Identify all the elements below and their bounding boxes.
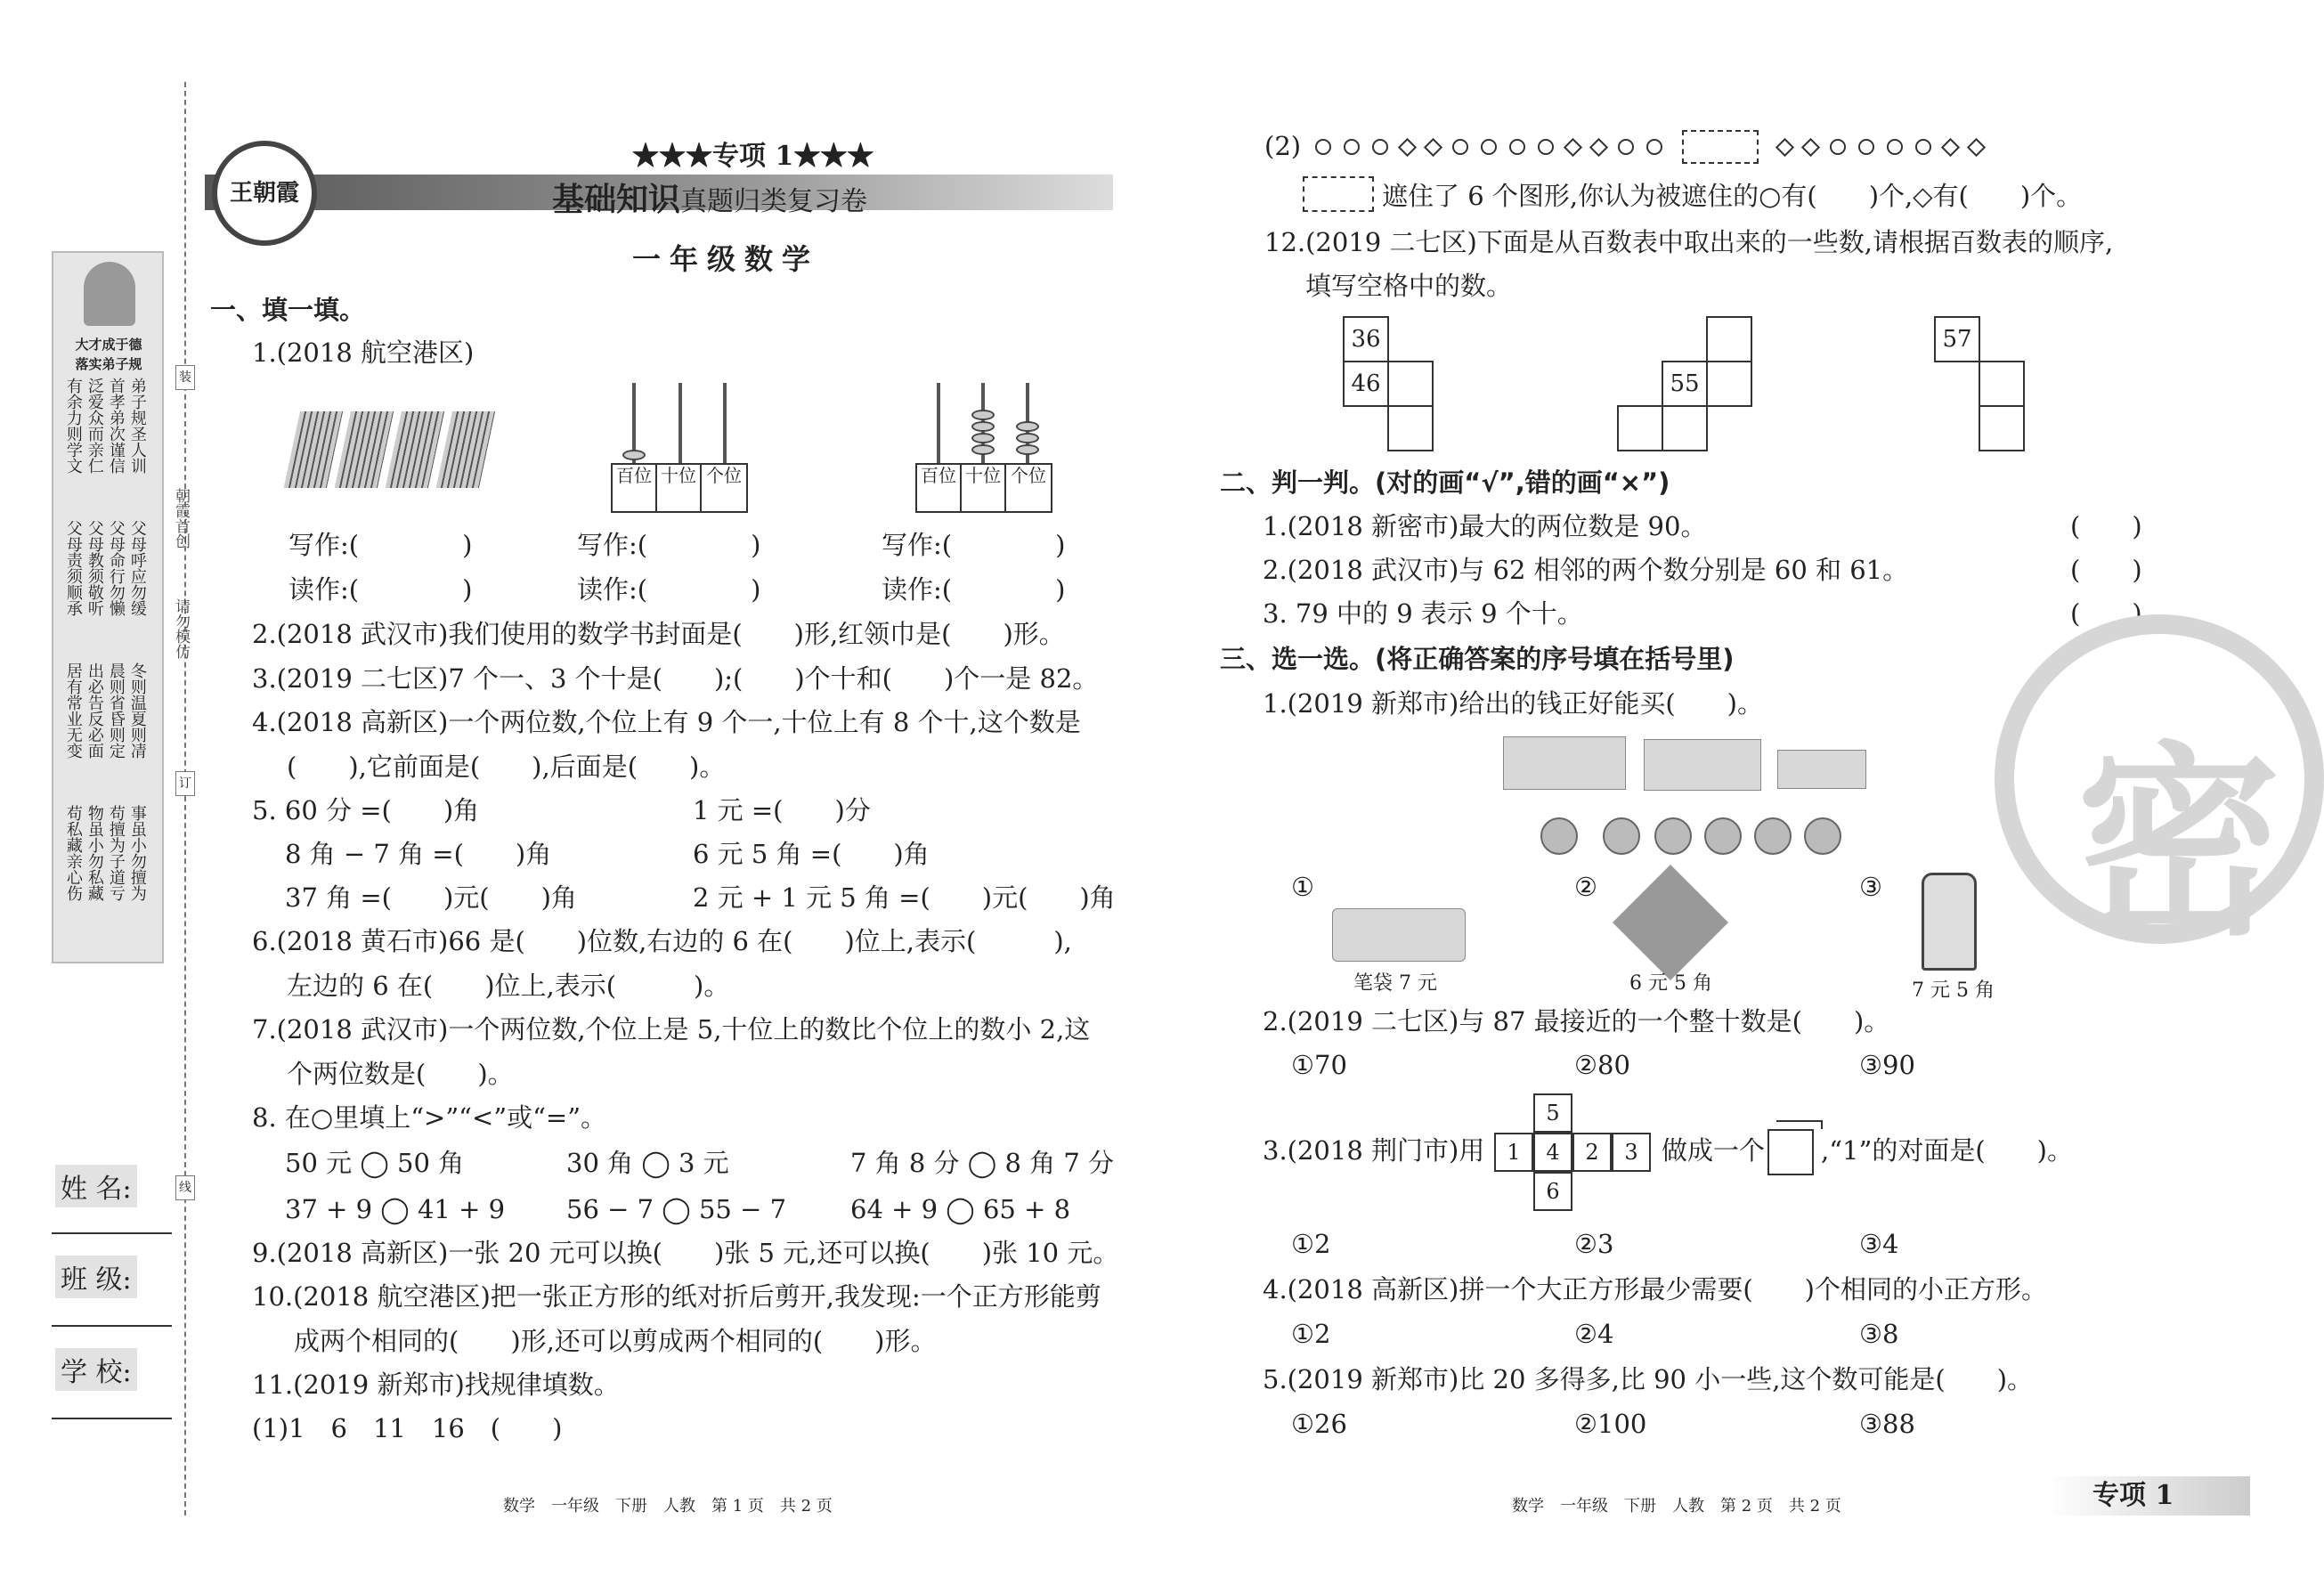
choice-2-opt-2[interactable]: ②80: [1574, 1050, 1630, 1080]
abacus1-tens: 十位: [657, 465, 702, 511]
stamp-character: 密: [2076, 726, 2282, 963]
name-line[interactable]: [52, 1232, 172, 1234]
choice-3-opt-1[interactable]: ①2: [1291, 1229, 1331, 1259]
motto-line-2: 落实弟子规: [75, 356, 142, 372]
page-title: [552, 175, 867, 220]
section-1-title: 一、填一填。: [210, 295, 366, 325]
scholar-illustration: [84, 262, 135, 326]
net-face-3: 3: [1612, 1133, 1651, 1172]
judge-1: 1.(2018 新密市)最大的两位数是 90。: [1263, 511, 1707, 541]
q8-r1-3: 7 角 8 分 ◯ 8 角 7 分: [850, 1148, 1115, 1178]
q5-b2: 6 元 5 角 =( )角: [693, 839, 930, 869]
abacus1-ones: 个位: [706, 465, 742, 486]
judge-3: 3. 79 中的 9 表示 9 个十。: [1263, 598, 1583, 629]
item-1-price: 笔袋 7 元: [1353, 972, 1437, 995]
motto-column: 事虽小勿擅为: [127, 805, 147, 901]
q4-text-a: 4.(2018 高新区)一个两位数,个位上有 9 个一,十位上有 8 个十,这个数是: [252, 707, 1081, 737]
motto-column: 苟私藏亲心伤: [63, 805, 83, 901]
choice-2-opt-3[interactable]: ③90: [1859, 1050, 1915, 1080]
q2-text: 2.(2018 武汉市)我们使用的数学书封面是( )形,红领巾是( )形。: [252, 619, 1065, 649]
choice-5-opt-1[interactable]: ①26: [1291, 1409, 1347, 1439]
q1-read-3[interactable]: 读作:( ): [882, 574, 1066, 605]
motto-column: 泛爱众而亲仁: [85, 378, 104, 474]
choice-1: 1.(2019 新郑市)给出的钱正好能买( )。: [1263, 688, 1763, 719]
choice-3-opt-2[interactable]: ②3: [1574, 1229, 1614, 1259]
judge-1-paren[interactable]: ( ): [2070, 511, 2142, 541]
pencil-case-icon: [1332, 908, 1466, 962]
q5-c1: 37 角 =( )元( )角: [285, 882, 577, 913]
q12-text-a: 12.(2019 二七区)下面是从百数表中取出来的一些数,请根据百数表的顺序,: [1264, 227, 2114, 257]
q8-r1-2: 30 角 ◯ 3 元: [566, 1148, 729, 1178]
motto-column: 父母责须顺承: [63, 520, 83, 616]
q6-text-b: 左边的 6 在( )位上,表示( )。: [287, 971, 730, 1001]
cube-top-edge: [1776, 1120, 1823, 1129]
grid-cell-blank[interactable]: [1979, 405, 2025, 451]
motto-column: 出必告反必面: [85, 662, 104, 759]
q11-2-text: 遮住了 6 个图形,你认为被遮住的○有( )个,◇有( )个。: [1382, 181, 2083, 211]
choice-4-opt-2[interactable]: ②4: [1574, 1319, 1614, 1349]
motto-column: 弟子规圣人训: [127, 378, 147, 474]
net-face-6: 6: [1533, 1172, 1572, 1211]
q10-text-a: 10.(2018 航空港区)把一张正方形的纸对折后剪开,我发现:一个正方形能剪: [252, 1281, 1101, 1312]
grid-cell-blank[interactable]: [1706, 316, 1752, 362]
q5-a1: 5. 60 分 =( )角: [252, 795, 480, 825]
q8-r2-2: 56 − 7 ◯ 55 − 7: [566, 1194, 787, 1224]
abacus2-ones: 个位: [1011, 465, 1046, 486]
footer-left: 数学 一年级 下册 人教 第 1 页 共 2 页: [503, 1497, 833, 1516]
q1-write-3[interactable]: 写作:( ): [882, 530, 1066, 560]
motto-column: 首孝弟次谨信: [106, 378, 126, 474]
choice-4-opt-3[interactable]: ③8: [1859, 1319, 1899, 1349]
q3-text: 3.(2019 二七区)7 个一、3 个十是( );( )个十和( )个一是 82。: [252, 663, 1099, 694]
cover-box: [1303, 176, 1374, 212]
choice-4: 4.(2018 高新区)拼一个大正方形最少需要( )个相同的小正方形。: [1263, 1274, 2047, 1304]
q8-r1-1: 50 元 ◯ 50 角: [285, 1148, 465, 1178]
motto-column: 父母命行勿懒: [106, 520, 126, 616]
puzzle-icon: [1613, 865, 1728, 980]
choice-2: 2.(2019 二七区)与 87 最接近的一个整十数是( )。: [1263, 1006, 1890, 1036]
q8-text: 8. 在○里填上“>”“<”或“=”。: [252, 1102, 607, 1133]
choice-3-b: 做成一个: [1662, 1135, 1766, 1166]
special-tag-bottom: 专项 1: [2048, 1476, 2250, 1516]
binding-mark-3: 线: [175, 1175, 195, 1200]
grid-cell-57: 57: [1934, 316, 1980, 362]
banknote-5-yuan: [1503, 736, 1626, 790]
brand-logo: 王朝霞: [212, 141, 317, 246]
q1-write-1[interactable]: 写作:( ): [288, 530, 473, 560]
binding-mark-1: 装: [175, 365, 195, 390]
motto-column: 冬则温夏则凊: [127, 662, 147, 759]
class-line[interactable]: [52, 1325, 172, 1327]
grid-cell-36: 36: [1343, 316, 1389, 362]
abacus1-hundreds: 百位: [613, 465, 657, 511]
grid-cell-blank[interactable]: [1979, 361, 2025, 407]
q7-text-b: 个两位数是( )。: [287, 1059, 514, 1089]
q6-text-a: 6.(2018 黄石市)66 是( )位数,右边的 6 在( )位上,表示( ),: [252, 926, 1072, 956]
q1-read-1[interactable]: 读作:( ): [288, 574, 473, 605]
net-face-2: 2: [1572, 1133, 1612, 1172]
section-2-title: 二、判一判。(对的画“√”,错的画“×”): [1220, 467, 1670, 498]
grid-cell-blank[interactable]: [1387, 361, 1434, 407]
judge-3-paren[interactable]: ( ): [2070, 598, 2142, 629]
motto-column: 父母呼应勿缓: [127, 520, 147, 616]
cut-line: [184, 82, 186, 1516]
choice-5-opt-3[interactable]: ③88: [1859, 1409, 1915, 1439]
choice-3-c: ,“1”的对面是( )。: [1821, 1135, 2073, 1166]
q12-text-b: 填写空格中的数。: [1305, 271, 1513, 301]
vertical-note-2: 请勿模仿: [172, 598, 190, 659]
choice-4-opt-1[interactable]: ①2: [1291, 1319, 1331, 1349]
choice-2-opt-1[interactable]: ①70: [1291, 1050, 1347, 1080]
item-2-price: 6 元 5 角: [1629, 972, 1712, 995]
choice-5-opt-2[interactable]: ②100: [1574, 1409, 1647, 1439]
choice-3-opt-3[interactable]: ③4: [1859, 1229, 1899, 1259]
q11-text: 11.(2019 新郑市)找规律填数。: [252, 1369, 620, 1400]
abacus2-tens: 十位: [962, 465, 1006, 511]
motto-column: 居有常业无变: [63, 662, 83, 759]
name-label: 姓 名:: [55, 1165, 137, 1207]
q1-read-2[interactable]: 读作:( ): [577, 574, 761, 605]
option-3-label[interactable]: ③: [1859, 872, 1882, 902]
q5-b1: 8 角 − 7 角 =( )角: [285, 839, 552, 869]
q1-text: 1.(2018 航空港区): [252, 337, 475, 368]
grid-cell-46: 46: [1343, 361, 1389, 407]
net-face-4: 4: [1533, 1133, 1572, 1172]
school-line[interactable]: [52, 1418, 172, 1419]
option-2-label[interactable]: ②: [1574, 872, 1597, 902]
option-1-label[interactable]: ①: [1291, 872, 1314, 902]
q7-text-a: 7.(2018 武汉市)一个两位数,个位上是 5,十位上的数比个位上的数小 2,这: [252, 1014, 1091, 1044]
footer-right: 数学 一年级 下册 人教 第 2 页 共 2 页: [1512, 1497, 1841, 1516]
q8-r2-1: 37 + 9 ◯ 41 + 9: [285, 1194, 506, 1224]
q10-text-b: 成两个相同的( )形,还可以剪成两个相同的( )形。: [294, 1326, 937, 1356]
judge-2: 2.(2018 武汉市)与 62 相邻的两个数分别是 60 和 61。: [1263, 555, 1909, 585]
q5-c2: 2 元 + 1 元 5 角 =( )元( )角: [693, 882, 1116, 913]
judge-2-paren[interactable]: ( ): [2070, 555, 2142, 585]
q9-text: 9.(2018 高新区)一张 20 元可以换( )张 5 元,还可以换( )张 10 元。: [252, 1238, 1119, 1268]
choice-3-a: 3.(2018 荆门市)用: [1263, 1135, 1485, 1166]
shape-chain: [1309, 130, 1989, 164]
q11-1-text: (1)1 6 11 16 ( ): [252, 1413, 563, 1443]
section-3-title: 三、选一选。(将正确答案的序号填在括号里): [1220, 644, 1735, 674]
item-3-price: 7 元 5 角: [1912, 979, 1995, 1002]
title-rest: 真题归类复习卷: [680, 186, 868, 217]
school-label: 学 校:: [55, 1348, 137, 1391]
secret-stamp: [1995, 614, 2324, 963]
q8-r2-3: 64 + 9 ◯ 65 + 8: [850, 1194, 1071, 1224]
banknote-1-yuan: [1644, 739, 1761, 791]
grid-cell-55: 55: [1662, 361, 1708, 407]
net-face-5: 5: [1533, 1093, 1572, 1133]
motto-column: 苟擅为子道亏: [106, 805, 126, 901]
q1-write-2[interactable]: 写作:( ): [577, 530, 761, 560]
motto-column: 父母教须敬听: [85, 520, 104, 616]
title-bold: 基础知识: [552, 182, 681, 218]
binding-mark-2: 订: [175, 771, 195, 796]
grid-cell-blank[interactable]: [1706, 361, 1752, 407]
motto-line-1: 大才成于德: [75, 337, 142, 353]
grid-cell-blank[interactable]: [1662, 405, 1708, 451]
class-label: 班 级:: [55, 1256, 137, 1298]
grid-cell-blank[interactable]: [1617, 405, 1663, 451]
motto-column: 物虽小勿私藏: [85, 805, 104, 901]
net-face-1: 1: [1494, 1133, 1533, 1172]
grid-cell-blank[interactable]: [1387, 405, 1434, 451]
thermos-icon: [1922, 873, 1977, 971]
banknote-5-jiao: [1777, 750, 1866, 789]
cube-icon: [1767, 1129, 1814, 1175]
special-tag: ★★★专项 1★★★: [632, 141, 874, 172]
q4-text-b: ( ),它前面是( ),后面是( )。: [287, 752, 726, 782]
motto-column: 晨则省昏则定: [106, 662, 126, 759]
motto-column: 有余力则学文: [63, 378, 83, 474]
vertical-note-1: 朝霞首创: [172, 488, 190, 549]
subtitle: 一年级数学: [632, 242, 820, 276]
abacus2-hundreds: 百位: [917, 465, 962, 511]
q5-a2: 1 元 =( )分: [693, 795, 871, 825]
choice-5: 5.(2019 新郑市)比 20 多得多,比 90 小一些,这个数可能是( )。: [1263, 1364, 2034, 1394]
q11-2-label: (2): [1264, 131, 1302, 161]
